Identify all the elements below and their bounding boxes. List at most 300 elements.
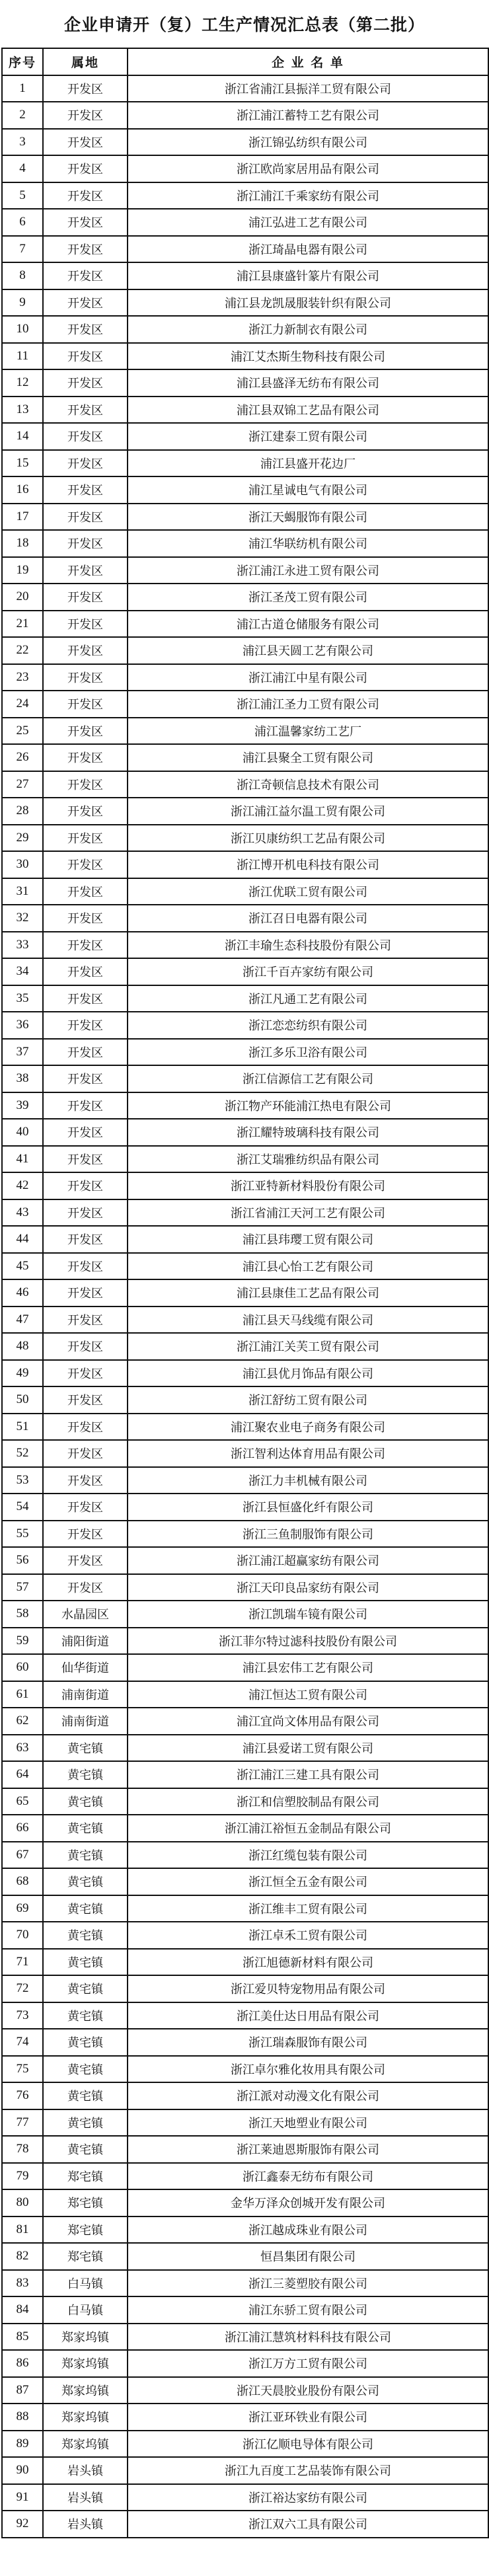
row-company: 浙江浦江千乘家纺有限公司	[128, 182, 488, 209]
row-area: 开发区	[43, 102, 128, 129]
row-index: 65	[2, 1788, 43, 1815]
table-row	[2, 2136, 488, 2163]
row-area: 开发区	[43, 1547, 128, 1574]
row-index: 9	[2, 289, 43, 317]
row-index: 50	[2, 1386, 43, 1414]
table-row	[2, 1574, 488, 1601]
row-company: 浙江凡通工艺有限公司	[128, 985, 488, 1012]
row-company: 浦江温馨家纺工艺厂	[128, 718, 488, 745]
row-index: 58	[2, 1601, 43, 1628]
row-index: 24	[2, 691, 43, 718]
row-company: 恒昌集团有限公司	[128, 2243, 488, 2270]
table-row	[2, 450, 488, 477]
table-row	[2, 825, 488, 852]
row-index: 12	[2, 369, 43, 397]
row-area: 郑家坞镇	[43, 2377, 128, 2404]
row-index: 76	[2, 2082, 43, 2109]
row-company: 浙江锦弘纺织有限公司	[128, 129, 488, 156]
row-index: 84	[2, 2296, 43, 2324]
table-row	[2, 236, 488, 263]
row-company: 浙江多乐卫浴有限公司	[128, 1039, 488, 1066]
row-index: 19	[2, 557, 43, 584]
row-area: 开发区	[43, 450, 128, 477]
row-company: 浙江越成珠业有限公司	[128, 2216, 488, 2244]
row-area: 水晶园区	[43, 1601, 128, 1628]
row-company: 浙江奇顿信息技术有限公司	[128, 771, 488, 798]
row-index: 6	[2, 209, 43, 236]
row-index: 43	[2, 1199, 43, 1227]
table-row	[2, 316, 488, 343]
row-company: 浦江县心怡工艺有限公司	[128, 1253, 488, 1280]
row-area: 开发区	[43, 397, 128, 424]
row-area: 开发区	[43, 262, 128, 289]
row-company: 浦江县盛开花边厂	[128, 450, 488, 477]
row-index: 68	[2, 1868, 43, 1895]
row-area: 黄宅镇	[43, 1975, 128, 2002]
row-company: 浙江物产环能浦江热电有限公司	[128, 1092, 488, 1119]
row-company: 浙江维丰工贸有限公司	[128, 1895, 488, 1922]
row-area: 开发区	[43, 209, 128, 236]
row-area: 开发区	[43, 504, 128, 531]
row-area: 开发区	[43, 1494, 128, 1521]
row-area: 岩头镇	[43, 2457, 128, 2484]
row-index: 25	[2, 718, 43, 745]
row-company: 浙江三菱塑胶有限公司	[128, 2270, 488, 2297]
row-area: 开发区	[43, 958, 128, 985]
table-row	[2, 905, 488, 932]
row-area: 开发区	[43, 744, 128, 771]
table-row	[2, 1279, 488, 1307]
row-index: 85	[2, 2324, 43, 2351]
row-company: 浙江浦江超赢家纺有限公司	[128, 1547, 488, 1574]
row-area: 郑家坞镇	[43, 2324, 128, 2351]
row-index: 38	[2, 1065, 43, 1092]
row-company: 浦江县天圆工艺有限公司	[128, 637, 488, 664]
table-row	[2, 2002, 488, 2029]
row-index: 11	[2, 343, 43, 370]
row-area: 开发区	[43, 557, 128, 584]
row-index: 34	[2, 958, 43, 985]
row-index: 52	[2, 1440, 43, 1467]
row-area: 开发区	[43, 584, 128, 611]
row-company: 浙江菲尔特过滤科技股份有限公司	[128, 1628, 488, 1655]
row-area: 开发区	[43, 129, 128, 156]
row-index: 61	[2, 1681, 43, 1708]
row-area: 开发区	[43, 476, 128, 504]
row-index: 64	[2, 1761, 43, 1788]
row-company: 浙江亚特新材料股份有限公司	[128, 1172, 488, 1199]
row-company: 浙江浦江圣力工贸有限公司	[128, 691, 488, 718]
table-row	[2, 1628, 488, 1655]
table-row	[2, 798, 488, 825]
row-company: 浙江信源信工艺有限公司	[128, 1065, 488, 1092]
table-row	[2, 1440, 488, 1467]
table-row	[2, 2350, 488, 2377]
row-index: 66	[2, 1815, 43, 1842]
row-index: 4	[2, 155, 43, 182]
row-area: 郑家坞镇	[43, 2350, 128, 2377]
table-row	[2, 1226, 488, 1253]
table-row	[2, 2296, 488, 2324]
table-row	[2, 2431, 488, 2458]
table-row	[2, 1414, 488, 1441]
table-row	[2, 932, 488, 959]
row-company: 浙江九百度工艺品装饰有限公司	[128, 2457, 488, 2484]
row-index: 82	[2, 2243, 43, 2270]
row-index: 63	[2, 1735, 43, 1762]
row-company: 浙江裕达家纺有限公司	[128, 2484, 488, 2511]
row-area: 岩头镇	[43, 2511, 128, 2538]
row-area: 浦南街道	[43, 1708, 128, 1735]
row-area: 开发区	[43, 1307, 128, 1334]
table-row	[2, 1681, 488, 1708]
row-company: 浦江县玮璎工贸有限公司	[128, 1226, 488, 1253]
row-company: 浦江县盛泽无纺布有限公司	[128, 369, 488, 397]
row-company: 浙江浦江慧筑材料科技有限公司	[128, 2324, 488, 2351]
row-company: 浦江聚农业电子商务有限公司	[128, 1414, 488, 1441]
row-index: 8	[2, 262, 43, 289]
row-company: 浙江耀特玻璃科技有限公司	[128, 1119, 488, 1146]
row-index: 18	[2, 530, 43, 557]
row-index: 92	[2, 2511, 43, 2538]
row-company: 浦江县爱诺工贸有限公司	[128, 1735, 488, 1762]
row-area: 黄宅镇	[43, 2136, 128, 2163]
row-index: 22	[2, 637, 43, 664]
row-index: 21	[2, 611, 43, 638]
table-row	[2, 557, 488, 584]
header-area: 属地	[43, 48, 128, 75]
row-company: 浙江县恒盛化纤有限公司	[128, 1494, 488, 1521]
row-area: 开发区	[43, 1199, 128, 1227]
row-company: 浙江浦江关芙工贸有限公司	[128, 1333, 488, 1360]
row-area: 郑家坞镇	[43, 2404, 128, 2431]
row-index: 72	[2, 1975, 43, 2002]
row-area: 开发区	[43, 1172, 128, 1199]
row-area: 开发区	[43, 1360, 128, 1387]
row-company: 浦江县康盛针篆片有限公司	[128, 262, 488, 289]
row-area: 开发区	[43, 1333, 128, 1360]
row-area: 仙华街道	[43, 1654, 128, 1681]
row-area: 开发区	[43, 423, 128, 450]
row-area: 开发区	[43, 182, 128, 209]
table-row	[2, 664, 488, 691]
row-area: 岩头镇	[43, 2484, 128, 2511]
table-row	[2, 2457, 488, 2484]
row-area: 开发区	[43, 932, 128, 959]
table-row	[2, 2082, 488, 2109]
table-row	[2, 1815, 488, 1842]
page-title: 企业申请开（复）工生产情况汇总表（第二批）	[63, 15, 425, 34]
row-company: 浙江圣茂工贸有限公司	[128, 584, 488, 611]
table-row	[2, 1842, 488, 1869]
row-index: 23	[2, 664, 43, 691]
row-index: 17	[2, 504, 43, 531]
table-row	[2, 1039, 488, 1066]
row-company: 浙江优联工贸有限公司	[128, 878, 488, 905]
row-company: 浙江琦晶电器有限公司	[128, 236, 488, 263]
row-index: 3	[2, 129, 43, 156]
row-area: 开发区	[43, 905, 128, 932]
table-header-row	[2, 48, 488, 75]
row-company: 浦江古道仓储服务有限公司	[128, 611, 488, 638]
row-area: 黄宅镇	[43, 2002, 128, 2029]
table-body	[2, 75, 488, 2538]
row-area: 开发区	[43, 316, 128, 343]
row-area: 开发区	[43, 878, 128, 905]
row-company: 浙江瑞森服饰有限公司	[128, 2029, 488, 2056]
row-company: 浦江县双锦工艺品有限公司	[128, 397, 488, 424]
row-company: 浙江建泰工贸有限公司	[128, 423, 488, 450]
table-row	[2, 397, 488, 424]
row-index: 27	[2, 771, 43, 798]
row-index: 33	[2, 932, 43, 959]
table-row	[2, 1172, 488, 1199]
table-row	[2, 2029, 488, 2056]
row-company: 浙江博开机电科技有限公司	[128, 851, 488, 878]
table-row	[2, 2056, 488, 2083]
table-row	[2, 1708, 488, 1735]
row-index: 7	[2, 236, 43, 263]
row-company: 浦江县天马线缆有限公司	[128, 1307, 488, 1334]
row-index: 20	[2, 584, 43, 611]
row-index: 1	[2, 75, 43, 102]
row-area: 郑宅镇	[43, 2216, 128, 2244]
row-company: 浙江双六工具有限公司	[128, 2511, 488, 2538]
row-index: 88	[2, 2404, 43, 2431]
row-area: 黄宅镇	[43, 2056, 128, 2083]
table-row	[2, 1735, 488, 1762]
table-row	[2, 504, 488, 531]
table-row	[2, 2324, 488, 2351]
table-row	[2, 155, 488, 182]
row-company: 浙江浦江裕恒五金制品有限公司	[128, 1815, 488, 1842]
enterprise-table	[1, 48, 489, 2538]
row-area: 浦阳街道	[43, 1628, 128, 1655]
header-index: 序号	[2, 48, 43, 75]
table-row	[2, 2484, 488, 2511]
row-company: 浙江浦江三建工具有限公司	[128, 1761, 488, 1788]
table-row	[2, 369, 488, 397]
row-company: 浙江旭德新材料有限公司	[128, 1949, 488, 1976]
table-row	[2, 2216, 488, 2244]
row-company: 浙江召日电器有限公司	[128, 905, 488, 932]
table-row	[2, 1949, 488, 1976]
row-area: 开发区	[43, 691, 128, 718]
row-area: 开发区	[43, 1092, 128, 1119]
row-index: 78	[2, 2136, 43, 2163]
row-company: 浙江欧尚家居用品有限公司	[128, 155, 488, 182]
row-area: 开发区	[43, 1119, 128, 1146]
row-area: 开发区	[43, 289, 128, 317]
table-row	[2, 691, 488, 718]
table-row	[2, 262, 488, 289]
row-index: 49	[2, 1360, 43, 1387]
row-index: 14	[2, 423, 43, 450]
row-index: 36	[2, 1012, 43, 1039]
row-company: 浙江智利达体育用品有限公司	[128, 1440, 488, 1467]
row-company: 浙江天蝎服饰有限公司	[128, 504, 488, 531]
row-index: 91	[2, 2484, 43, 2511]
table-row	[2, 1065, 488, 1092]
row-company: 浙江亿顺电导体有限公司	[128, 2431, 488, 2458]
table-row	[2, 1199, 488, 1227]
table-row	[2, 1761, 488, 1788]
row-area: 郑宅镇	[43, 2243, 128, 2270]
row-area: 开发区	[43, 1226, 128, 1253]
row-company: 浙江卓尔雅化妆用具有限公司	[128, 2056, 488, 2083]
row-company: 浙江和信塑胶制品有限公司	[128, 1788, 488, 1815]
row-index: 35	[2, 985, 43, 1012]
table-row	[2, 744, 488, 771]
row-index: 70	[2, 1922, 43, 1949]
table-row	[2, 718, 488, 745]
row-index: 47	[2, 1307, 43, 1334]
row-area: 黄宅镇	[43, 2109, 128, 2137]
table-row	[2, 476, 488, 504]
table-row	[2, 1922, 488, 1949]
row-index: 67	[2, 1842, 43, 1869]
row-company: 浙江天晨胶业股份有限公司	[128, 2377, 488, 2404]
row-area: 黄宅镇	[43, 1842, 128, 1869]
table-row	[2, 2511, 488, 2538]
table-row	[2, 2163, 488, 2190]
row-index: 69	[2, 1895, 43, 1922]
table-row	[2, 958, 488, 985]
row-company: 浙江万方工贸有限公司	[128, 2350, 488, 2377]
row-company: 浙江省浦江县振洋工贸有限公司	[128, 75, 488, 102]
row-area: 开发区	[43, 75, 128, 102]
row-company: 浦江县宏伟工艺有限公司	[128, 1654, 488, 1681]
row-index: 40	[2, 1119, 43, 1146]
row-index: 53	[2, 1467, 43, 1494]
row-company: 浙江舒纺工贸有限公司	[128, 1386, 488, 1414]
row-index: 45	[2, 1253, 43, 1280]
row-area: 黄宅镇	[43, 1895, 128, 1922]
row-area: 开发区	[43, 369, 128, 397]
row-area: 黄宅镇	[43, 1949, 128, 1976]
row-company: 浙江鑫泰无纺布有限公司	[128, 2163, 488, 2190]
row-area: 开发区	[43, 1414, 128, 1441]
row-area: 开发区	[43, 1012, 128, 1039]
row-company: 浦江县聚全工贸有限公司	[128, 744, 488, 771]
row-area: 开发区	[43, 1521, 128, 1548]
row-area: 开发区	[43, 1065, 128, 1092]
row-company: 浦江星诚电气有限公司	[128, 476, 488, 504]
row-index: 73	[2, 2002, 43, 2029]
row-area: 黄宅镇	[43, 1761, 128, 1788]
table-row	[2, 637, 488, 664]
row-index: 71	[2, 1949, 43, 1976]
row-company: 浙江恒全五金有限公司	[128, 1868, 488, 1895]
table-row	[2, 771, 488, 798]
table-row	[2, 1654, 488, 1681]
row-company: 浙江派对动漫文化有限公司	[128, 2082, 488, 2109]
table-row	[2, 584, 488, 611]
row-company: 浦江东骄工贸有限公司	[128, 2296, 488, 2324]
row-company: 浦江弘进工艺有限公司	[128, 209, 488, 236]
row-company: 浙江浦江益尔温工贸有限公司	[128, 798, 488, 825]
row-area: 黄宅镇	[43, 1922, 128, 1949]
table-row	[2, 530, 488, 557]
row-company: 浙江红缆包装有限公司	[128, 1842, 488, 1869]
row-index: 75	[2, 2056, 43, 2083]
row-company: 浙江贝康纺织工艺品有限公司	[128, 825, 488, 852]
row-company: 浦江艾杰斯生物科技有限公司	[128, 343, 488, 370]
row-area: 开发区	[43, 985, 128, 1012]
row-area: 黄宅镇	[43, 1815, 128, 1842]
row-index: 13	[2, 397, 43, 424]
row-index: 15	[2, 450, 43, 477]
row-area: 黄宅镇	[43, 1788, 128, 1815]
table-row	[2, 343, 488, 370]
table-row	[2, 1119, 488, 1146]
row-area: 浦南街道	[43, 1681, 128, 1708]
row-area: 郑家坞镇	[43, 2431, 128, 2458]
table-row	[2, 1467, 488, 1494]
row-area: 开发区	[43, 1039, 128, 1066]
row-company: 浙江省浦江天河工艺有限公司	[128, 1199, 488, 1227]
table-row	[2, 1386, 488, 1414]
row-area: 开发区	[43, 1574, 128, 1601]
row-index: 51	[2, 1414, 43, 1441]
table-row	[2, 1360, 488, 1387]
row-company: 浙江天地塑业有限公司	[128, 2109, 488, 2137]
row-company: 浦江宜尚文体用品有限公司	[128, 1708, 488, 1735]
row-company: 浙江力丰机械有限公司	[128, 1467, 488, 1494]
table-row	[2, 1092, 488, 1119]
table-row	[2, 2189, 488, 2216]
table-row	[2, 1146, 488, 1173]
row-index: 46	[2, 1279, 43, 1307]
header-company: 企 业 名 单	[128, 48, 488, 75]
row-index: 77	[2, 2109, 43, 2137]
row-company: 浙江凯瑞车镜有限公司	[128, 1601, 488, 1628]
table-row	[2, 289, 488, 317]
row-area: 开发区	[43, 611, 128, 638]
row-area: 开发区	[43, 1253, 128, 1280]
table-row	[2, 1975, 488, 2002]
row-company: 浙江莱迪恩斯服饰有限公司	[128, 2136, 488, 2163]
table-row	[2, 878, 488, 905]
row-index: 62	[2, 1708, 43, 1735]
row-company: 浙江浦江永进工贸有限公司	[128, 557, 488, 584]
row-index: 55	[2, 1521, 43, 1548]
table-row	[2, 1012, 488, 1039]
table-row	[2, 851, 488, 878]
table-row	[2, 129, 488, 156]
row-company: 浙江天印良品家纺有限公司	[128, 1574, 488, 1601]
row-area: 郑宅镇	[43, 2189, 128, 2216]
row-index: 56	[2, 1547, 43, 1574]
row-company: 浙江艾瑞雅纺织品有限公司	[128, 1146, 488, 1173]
table-row	[2, 102, 488, 129]
row-area: 开发区	[43, 1146, 128, 1173]
table-row	[2, 1333, 488, 1360]
row-index: 44	[2, 1226, 43, 1253]
table-row	[2, 2270, 488, 2297]
row-area: 黄宅镇	[43, 2082, 128, 2109]
row-company: 浙江三鱼制服饰有限公司	[128, 1521, 488, 1548]
row-company: 浦江县康佳工艺品有限公司	[128, 1279, 488, 1307]
row-company: 浦江县优月饰品有限公司	[128, 1360, 488, 1387]
row-company: 浙江恋恋纺织有限公司	[128, 1012, 488, 1039]
row-company: 浦江华联纺机有限公司	[128, 530, 488, 557]
table-row	[2, 1601, 488, 1628]
row-area: 开发区	[43, 825, 128, 852]
row-index: 2	[2, 102, 43, 129]
table-row	[2, 2243, 488, 2270]
row-index: 37	[2, 1039, 43, 1066]
